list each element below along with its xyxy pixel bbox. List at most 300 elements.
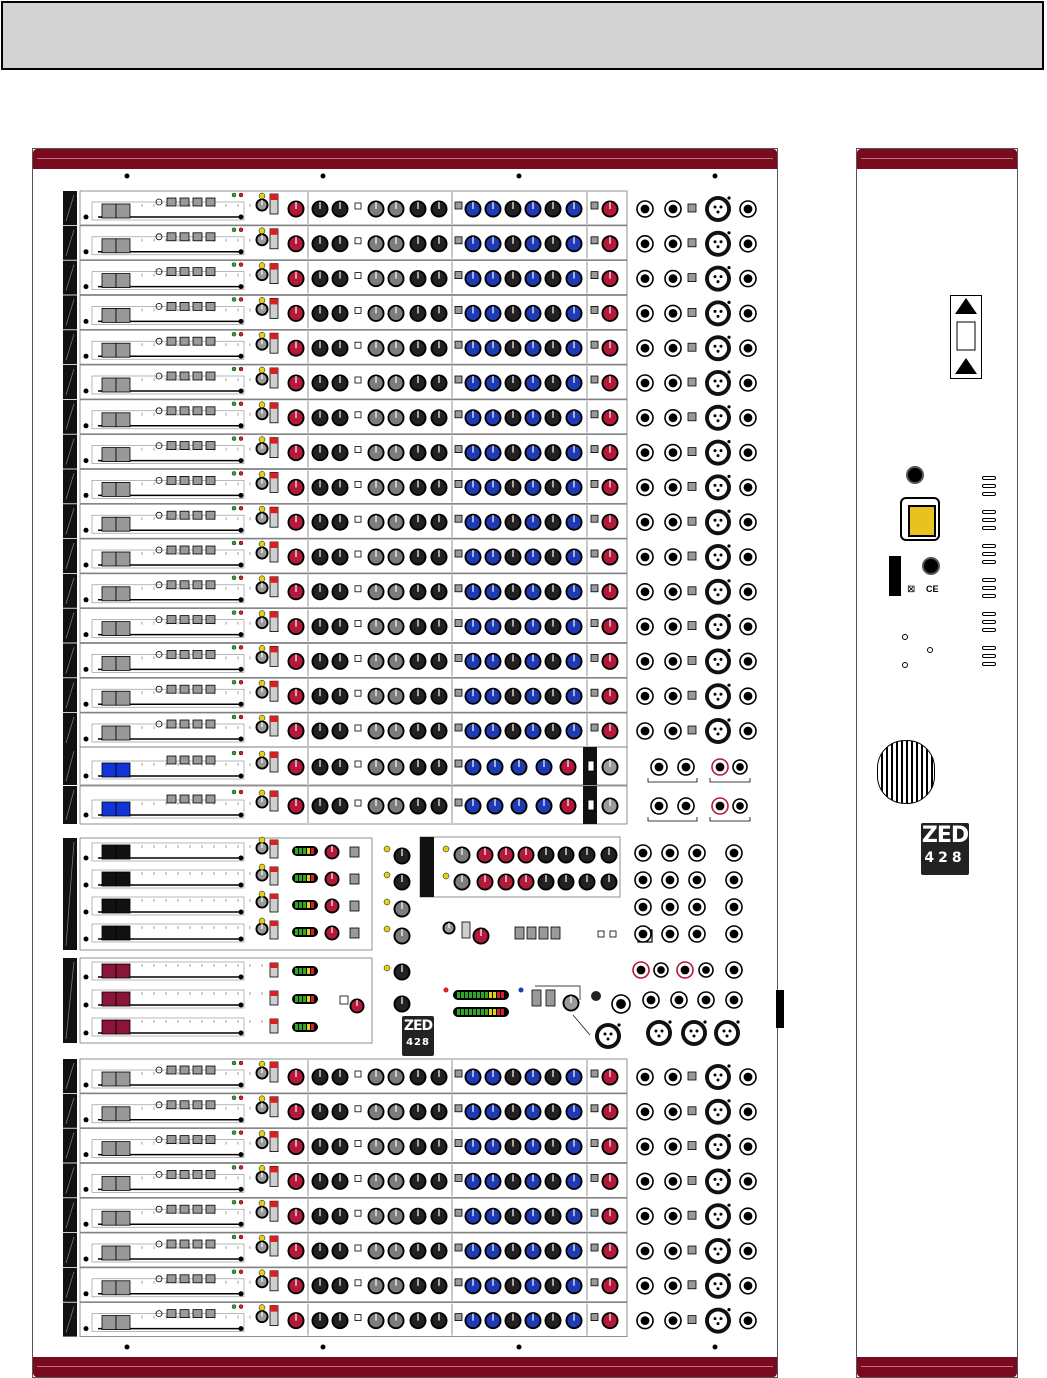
power-switch-knob[interactable]: [906, 466, 924, 484]
channel-11-route-button[interactable]: [193, 546, 202, 554]
stereo-channel-1-fader-cap[interactable]: [102, 763, 116, 777]
channel-3-fader-cap[interactable]: [102, 274, 116, 288]
channel-15-pre-button[interactable]: [355, 690, 361, 696]
stereo-channel-1-route-button[interactable]: [193, 756, 202, 764]
channel-23-phantom-button[interactable]: [688, 1281, 696, 1289]
channel-4-hpf-button[interactable]: [591, 306, 598, 313]
channel-22-route-button[interactable]: [193, 1240, 202, 1248]
channel-5-fader-cap[interactable]: [116, 343, 130, 357]
channel-23-hpf-button[interactable]: [591, 1279, 598, 1286]
channel-5-pre-button[interactable]: [355, 342, 361, 348]
channel-21-hpf-button[interactable]: [591, 1209, 598, 1216]
channel-21-eq-button[interactable]: [455, 1209, 462, 1216]
channel-17-route-button[interactable]: [180, 1066, 189, 1074]
channel-14-phantom-button[interactable]: [688, 656, 696, 664]
stereo-return-2-meter-seg: [311, 996, 314, 1002]
channel-6-phantom-button[interactable]: [688, 378, 696, 386]
channel-1-phantom-button[interactable]: [688, 204, 696, 212]
stereo-channel-2-mode-button[interactable]: [588, 800, 594, 810]
channel-5-route-button[interactable]: [180, 337, 189, 345]
channel-16-hpf-button[interactable]: [591, 724, 598, 731]
channel-7-pre-button[interactable]: [355, 412, 361, 418]
channel-20-fader-cap[interactable]: [102, 1176, 116, 1190]
channel-17-fader-cap[interactable]: [102, 1072, 116, 1086]
channel-10-route-button[interactable]: [180, 511, 189, 519]
channel-18-eq-button[interactable]: [455, 1105, 462, 1112]
channel-11-pre-button[interactable]: [355, 551, 361, 557]
channel-22-fader-cap[interactable]: [116, 1246, 130, 1260]
channel-22-route-button[interactable]: [206, 1240, 215, 1248]
channel-14-fader-cap[interactable]: [102, 656, 116, 670]
channel-2-fader-cap[interactable]: [102, 239, 116, 253]
channel-5-route-button[interactable]: [193, 337, 202, 345]
usb-route-button-2[interactable]: [610, 931, 616, 937]
channel-10-hpf-button[interactable]: [591, 515, 598, 522]
channel-19-route-button[interactable]: [206, 1136, 215, 1144]
channel-15-eq-button[interactable]: [455, 689, 462, 696]
channel-6-route-button[interactable]: [167, 372, 176, 380]
channel-1-route-button[interactable]: [180, 198, 189, 206]
channel-12-pre-button[interactable]: [355, 586, 361, 592]
channel-3-fader-cap[interactable]: [116, 274, 130, 288]
channel-24-fader-cap[interactable]: [116, 1316, 130, 1330]
channel-8-route-button[interactable]: [167, 442, 176, 450]
channel-14-route-button[interactable]: [180, 650, 189, 658]
channel-14-eq-button[interactable]: [455, 654, 462, 661]
channel-2-hpf-button[interactable]: [591, 237, 598, 244]
stereo-channel-2-route-button[interactable]: [206, 795, 215, 803]
channel-9-hpf-button[interactable]: [591, 480, 598, 487]
channel-1-route-button[interactable]: [206, 198, 215, 206]
stereo-channel-1-route-button[interactable]: [206, 756, 215, 764]
channel-21-fader-cap[interactable]: [116, 1211, 130, 1225]
channel-24-route-button[interactable]: [180, 1310, 189, 1318]
channel-2-route-button[interactable]: [180, 233, 189, 241]
channel-3-phantom-button[interactable]: [688, 274, 696, 282]
channel-3-route-button[interactable]: [193, 268, 202, 276]
channel-4-route-button[interactable]: [206, 302, 215, 310]
channel-15-route-button[interactable]: [167, 685, 176, 693]
stereo-return-3-fader-cap[interactable]: [102, 1020, 116, 1034]
channel-1-hpf-button[interactable]: [591, 202, 598, 209]
channel-3-route-button[interactable]: [167, 268, 176, 276]
channel-19-eq-button[interactable]: [455, 1140, 462, 1147]
channel-9-fader-cap[interactable]: [116, 482, 130, 496]
channel-22-phantom-button[interactable]: [688, 1246, 696, 1254]
channel-3-line-jack-hole: [744, 274, 753, 283]
channel-21-route-button[interactable]: [206, 1205, 215, 1213]
channel-2-pre-button[interactable]: [355, 238, 361, 244]
stereo-channel-1-fader-cap[interactable]: [116, 763, 130, 777]
channel-12-phantom-button[interactable]: [688, 587, 696, 595]
channel-6-route-button[interactable]: [193, 372, 202, 380]
stereo-channel-1-eq-button[interactable]: [455, 760, 462, 767]
channel-7-phantom-button[interactable]: [688, 413, 696, 421]
channel-6-route-button[interactable]: [206, 372, 215, 380]
channel-9-route-button[interactable]: [193, 476, 202, 484]
channel-15-fader-cap[interactable]: [116, 691, 130, 705]
channel-24-fader-cap[interactable]: [102, 1316, 116, 1330]
channel-17-eq-button[interactable]: [455, 1070, 462, 1077]
channel-15-route-button[interactable]: [193, 685, 202, 693]
stereo-return-1-fader-cap[interactable]: [102, 964, 116, 978]
stereo-channel-2-fader-cap[interactable]: [116, 802, 130, 816]
stereo-channel-2-fader-cap[interactable]: [102, 802, 116, 816]
channel-12-eq-button[interactable]: [455, 585, 462, 592]
channel-5-hpf-button[interactable]: [591, 341, 598, 348]
stereo-channel-2-eq-button[interactable]: [455, 799, 462, 806]
channel-13-route-button[interactable]: [180, 616, 189, 624]
channel-17-route-button[interactable]: [206, 1066, 215, 1074]
stereo-channel-1-pre-button[interactable]: [355, 761, 361, 767]
channel-18-fader-cap[interactable]: [116, 1107, 130, 1121]
channel-24-eq-button[interactable]: [455, 1314, 462, 1321]
master-route-button[interactable]: [539, 927, 548, 939]
fuse-holder[interactable]: [889, 556, 901, 596]
master-route-button[interactable]: [551, 927, 560, 939]
channel-1-fader-cap[interactable]: [102, 204, 116, 218]
channel-14-hpf-button[interactable]: [591, 654, 598, 661]
channel-4-route-button[interactable]: [193, 302, 202, 310]
stereo-channel-1-route-button[interactable]: [167, 756, 176, 764]
channel-4-phantom-button[interactable]: [688, 308, 696, 316]
channel-8-phantom-button[interactable]: [688, 448, 696, 456]
channel-12-route-button[interactable]: [193, 581, 202, 589]
channel-7-fader-cap[interactable]: [102, 413, 116, 427]
channel-21-route-button[interactable]: [193, 1205, 202, 1213]
channel-2-route-button[interactable]: [167, 233, 176, 241]
main-mode-button-2[interactable]: [546, 990, 555, 1006]
channel-23-route-button[interactable]: [193, 1275, 202, 1283]
channel-22-fader-cap[interactable]: [102, 1246, 116, 1260]
channel-16-phantom-button[interactable]: [688, 726, 696, 734]
channel-20-route-button[interactable]: [206, 1170, 215, 1178]
lamp-socket[interactable]: [922, 557, 940, 575]
channel-10-route-button[interactable]: [206, 511, 215, 519]
channel-18-route-button[interactable]: [206, 1101, 215, 1109]
channel-7-fader-cap[interactable]: [116, 413, 130, 427]
channel-16-route-button[interactable]: [206, 720, 215, 728]
channel-20-hpf-button[interactable]: [591, 1174, 598, 1181]
group-4-route-button[interactable]: [350, 928, 359, 938]
channel-18-fader-cap[interactable]: [102, 1107, 116, 1121]
channel-12-mute-led: [270, 577, 278, 583]
channel-3-eq-button[interactable]: [455, 272, 462, 279]
channel-23-route-button[interactable]: [206, 1275, 215, 1283]
channel-4-route-button[interactable]: [180, 302, 189, 310]
group-1-route-button[interactable]: [350, 847, 359, 857]
channel-16-fader-cap[interactable]: [102, 726, 116, 740]
channel-23-fader-cap[interactable]: [102, 1281, 116, 1295]
group-3-fader-cap[interactable]: [102, 899, 116, 913]
channel-21-pre-button[interactable]: [355, 1210, 361, 1216]
channel-8-fader-cap[interactable]: [102, 448, 116, 462]
channel-12-fader-cap[interactable]: [102, 587, 116, 601]
channel-13-hpf-button[interactable]: [591, 620, 598, 627]
channel-2-route-button[interactable]: [193, 233, 202, 241]
channel-24-hpf-button[interactable]: [591, 1314, 598, 1321]
channel-23-eq-button[interactable]: [455, 1279, 462, 1286]
channel-7-route-button[interactable]: [206, 407, 215, 415]
channel-14-fader-cap[interactable]: [116, 656, 130, 670]
channel-10-pre-button[interactable]: [355, 516, 361, 522]
channel-2-fader-cap[interactable]: [116, 239, 130, 253]
channel-5-route-button[interactable]: [167, 337, 176, 345]
channel-9-fader-cap[interactable]: [102, 482, 116, 496]
channel-11-phantom-button[interactable]: [688, 552, 696, 560]
channel-2-phantom-button[interactable]: [688, 239, 696, 247]
master-mute-button[interactable]: [462, 922, 470, 938]
channel-1-route-button[interactable]: [193, 198, 202, 206]
channel-8-route-button[interactable]: [193, 442, 202, 450]
channel-1-fader-cap[interactable]: [116, 204, 130, 218]
channel-8-route-button[interactable]: [206, 442, 215, 450]
channel-24-route-button[interactable]: [167, 1310, 176, 1318]
channel-10-fader-cap[interactable]: [102, 517, 116, 531]
channel-18-route-button[interactable]: [167, 1101, 176, 1109]
channel-18-route-button[interactable]: [180, 1101, 189, 1109]
channel-11-route-button[interactable]: [206, 546, 215, 554]
channel-14-route-button[interactable]: [206, 650, 215, 658]
channel-15-phantom-button[interactable]: [688, 691, 696, 699]
channel-12-fader-cap[interactable]: [116, 587, 130, 601]
channel-3-pre-button[interactable]: [355, 273, 361, 279]
master-route-button[interactable]: [527, 927, 536, 939]
channel-16-route-button[interactable]: [193, 720, 202, 728]
group-2-route-button[interactable]: [350, 874, 359, 884]
channel-22-pre-button[interactable]: [355, 1245, 361, 1251]
channel-13-phantom-button[interactable]: [688, 622, 696, 630]
channel-9-route-button[interactable]: [206, 476, 215, 484]
channel-24-route-button[interactable]: [206, 1310, 215, 1318]
channel-24-route-button[interactable]: [193, 1310, 202, 1318]
channel-20-route-button[interactable]: [193, 1170, 202, 1178]
channel-2-eq-button[interactable]: [455, 237, 462, 244]
channel-1-route-button[interactable]: [167, 198, 176, 206]
channel-17-fader-cap[interactable]: [116, 1072, 130, 1086]
channel-5-fader-cap[interactable]: [102, 343, 116, 357]
channel-23-route-button[interactable]: [180, 1275, 189, 1283]
channel-8-hpf-button[interactable]: [591, 446, 598, 453]
channel-11-fader-cap[interactable]: [102, 552, 116, 566]
stereo-channel-2-route-button[interactable]: [167, 795, 176, 803]
channel-10-fader-cap[interactable]: [116, 517, 130, 531]
stereo-channel-2-route-button[interactable]: [193, 795, 202, 803]
channel-13-fader-cap[interactable]: [102, 622, 116, 636]
channel-14-route-button[interactable]: [167, 650, 176, 658]
channel-9-phantom-button[interactable]: [688, 482, 696, 490]
channel-6-eq-button[interactable]: [455, 376, 462, 383]
channel-20-route-button[interactable]: [180, 1170, 189, 1178]
channel-3-route-button[interactable]: [180, 268, 189, 276]
channel-13-route-button[interactable]: [167, 616, 176, 624]
channel-21-route-button[interactable]: [180, 1205, 189, 1213]
channel-19-phantom-button[interactable]: [688, 1142, 696, 1150]
group-4-fader-cap[interactable]: [116, 926, 130, 940]
channel-5-mic-xlr-face: [709, 339, 727, 357]
channel-5-route-button[interactable]: [206, 337, 215, 345]
channel-8-pre-button[interactable]: [355, 447, 361, 453]
master-route-button[interactable]: [515, 927, 524, 939]
channel-10-route-button[interactable]: [167, 511, 176, 519]
channel-20-eq-button[interactable]: [455, 1174, 462, 1181]
stereo-channel-1-mode-button[interactable]: [588, 761, 594, 771]
channel-12-route-button[interactable]: [206, 581, 215, 589]
channel-6-fader-cap[interactable]: [102, 378, 116, 392]
channel-19-route-button[interactable]: [193, 1136, 202, 1144]
channel-15-hpf-button[interactable]: [591, 689, 598, 696]
channel-24-pre-button[interactable]: [355, 1315, 361, 1321]
phones-jack-icon[interactable]: [591, 991, 601, 1001]
group-2-fader-cap[interactable]: [116, 872, 130, 886]
channel-2-route-button[interactable]: [206, 233, 215, 241]
channel-19-hpf-button[interactable]: [591, 1140, 598, 1147]
group-4-fader-cap[interactable]: [102, 926, 116, 940]
group-2-fader-cap[interactable]: [102, 872, 116, 886]
channel-12-hpf-button[interactable]: [591, 585, 598, 592]
channel-13-eq-button[interactable]: [455, 620, 462, 627]
channel-1-eq-button[interactable]: [455, 202, 462, 209]
channel-13-fader-cap[interactable]: [116, 622, 130, 636]
channel-20-route-button[interactable]: [167, 1170, 176, 1178]
stereo-channel-1-route-button[interactable]: [180, 756, 189, 764]
channel-13-pre-button[interactable]: [355, 621, 361, 627]
main-mode-button-1[interactable]: [532, 990, 541, 1006]
channel-9-route-button[interactable]: [167, 476, 176, 484]
channel-6-hpf-button[interactable]: [591, 376, 598, 383]
channel-15-route-button[interactable]: [206, 685, 215, 693]
channel-19-route-button[interactable]: [167, 1136, 176, 1144]
channel-16-fader-cap[interactable]: [116, 726, 130, 740]
channel-8-eq-button[interactable]: [455, 446, 462, 453]
channel-13-route-button[interactable]: [206, 616, 215, 624]
power-inlet[interactable]: [900, 497, 940, 541]
channel-4-route-button[interactable]: [167, 302, 176, 310]
channel-14-route-button[interactable]: [193, 650, 202, 658]
channel-7-route-button[interactable]: [193, 407, 202, 415]
channel-7-hpf-button[interactable]: [591, 411, 598, 418]
channel-20-pre-button[interactable]: [355, 1175, 361, 1181]
channel-17-hpf-button[interactable]: [591, 1070, 598, 1077]
channel-24-phantom-button[interactable]: [688, 1316, 696, 1324]
channel-14-pre-button[interactable]: [355, 655, 361, 661]
channel-4-pre-button[interactable]: [355, 307, 361, 313]
channel-17-route-button[interactable]: [193, 1066, 202, 1074]
stereo-return-2-fader-cap[interactable]: [102, 992, 116, 1006]
channel-5-eq-button[interactable]: [455, 341, 462, 348]
channel-16-eq-button[interactable]: [455, 724, 462, 731]
channel-12-route-button[interactable]: [180, 581, 189, 589]
channel-19-fader-cap[interactable]: [102, 1142, 116, 1156]
channel-18-phantom-button[interactable]: [688, 1107, 696, 1115]
channel-9-route-button[interactable]: [180, 476, 189, 484]
stereo-return-2-fader-cap[interactable]: [116, 992, 130, 1006]
stereo-return-1-fader-cap[interactable]: [116, 964, 130, 978]
channel-13-route-button[interactable]: [193, 616, 202, 624]
channel-11-route-button[interactable]: [180, 546, 189, 554]
group-3-route-button[interactable]: [350, 901, 359, 911]
channel-7-route-button[interactable]: [167, 407, 176, 415]
stereo-channel-2-pre-button[interactable]: [355, 800, 361, 806]
channel-11-route-button[interactable]: [167, 546, 176, 554]
channel-23-fader-cap[interactable]: [116, 1281, 130, 1295]
channel-4-eq-button[interactable]: [455, 306, 462, 313]
channel-10-phantom-button[interactable]: [688, 517, 696, 525]
channel-22-route-button[interactable]: [180, 1240, 189, 1248]
channel-18-hpf-button[interactable]: [591, 1105, 598, 1112]
channel-19-pre-button[interactable]: [355, 1141, 361, 1147]
channel-17-phantom-button[interactable]: [688, 1072, 696, 1080]
channel-19-route-button[interactable]: [180, 1136, 189, 1144]
stereo-channel-2-route-button[interactable]: [180, 795, 189, 803]
usb-route-button-1[interactable]: [598, 931, 604, 937]
channel-11-eq-button[interactable]: [455, 550, 462, 557]
channel-22-hpf-button[interactable]: [591, 1244, 598, 1251]
channel-5-phantom-button[interactable]: [688, 343, 696, 351]
channel-15-fader-cap[interactable]: [102, 691, 116, 705]
channel-4-fader-cap[interactable]: [102, 308, 116, 322]
group-1-fader-cap[interactable]: [102, 845, 116, 859]
channel-16-route-button[interactable]: [180, 720, 189, 728]
group-3-fader-cap[interactable]: [116, 899, 130, 913]
channel-23-pre-button[interactable]: [355, 1280, 361, 1286]
channel-9-eq-button[interactable]: [455, 480, 462, 487]
channel-3-hpf-button[interactable]: [591, 272, 598, 279]
group-1-fader-cap[interactable]: [116, 845, 130, 859]
channel-17-fader-end: [239, 1083, 244, 1088]
channel-3-route-button[interactable]: [206, 268, 215, 276]
channel-10-eq-button[interactable]: [455, 515, 462, 522]
channel-7-route-button[interactable]: [180, 407, 189, 415]
channel-18-route-button[interactable]: [193, 1101, 202, 1109]
channel-22-eq-button[interactable]: [455, 1244, 462, 1251]
channel-18-pre-button[interactable]: [355, 1106, 361, 1112]
channel-20-phantom-button[interactable]: [688, 1176, 696, 1184]
channel-4-fader-cap[interactable]: [116, 308, 130, 322]
channel-16-route-button[interactable]: [167, 720, 176, 728]
channel-21-phantom-button[interactable]: [688, 1211, 696, 1219]
channel-6-fader-cap[interactable]: [116, 378, 130, 392]
stereo-return-2-meter-seg: [307, 996, 310, 1002]
phones-led: [384, 965, 390, 971]
channel-15-route-button[interactable]: [180, 685, 189, 693]
group-3-pfl-led: [259, 891, 265, 897]
channel-11-hpf-button[interactable]: [591, 550, 598, 557]
channel-21-fader-cap[interactable]: [102, 1211, 116, 1225]
channel-22-route-button[interactable]: [167, 1240, 176, 1248]
channel-16-pre-button[interactable]: [355, 725, 361, 731]
monitor-source-button[interactable]: [340, 996, 348, 1004]
channel-17-pre-button[interactable]: [355, 1071, 361, 1077]
channel-6-pre-button[interactable]: [355, 377, 361, 383]
channel-10-route-button[interactable]: [193, 511, 202, 519]
channel-11-fader-cap[interactable]: [116, 552, 130, 566]
channel-6-route-button[interactable]: [180, 372, 189, 380]
channel-19-fader-cap[interactable]: [116, 1142, 130, 1156]
channel-21-route-button[interactable]: [167, 1205, 176, 1213]
channel-8-route-button[interactable]: [180, 442, 189, 450]
channel-12-route-button[interactable]: [167, 581, 176, 589]
channel-9-pre-button[interactable]: [355, 481, 361, 487]
channel-8-fader-cap[interactable]: [116, 448, 130, 462]
channel-23-route-button[interactable]: [167, 1275, 176, 1283]
stereo-return-3-fader-cap[interactable]: [116, 1020, 130, 1034]
channel-20-fader-cap[interactable]: [116, 1176, 130, 1190]
channel-7-eq-button[interactable]: [455, 411, 462, 418]
channel-14-insert-jack-hole: [641, 657, 650, 666]
channel-17-route-button[interactable]: [167, 1066, 176, 1074]
channel-1-pre-button[interactable]: [355, 203, 361, 209]
